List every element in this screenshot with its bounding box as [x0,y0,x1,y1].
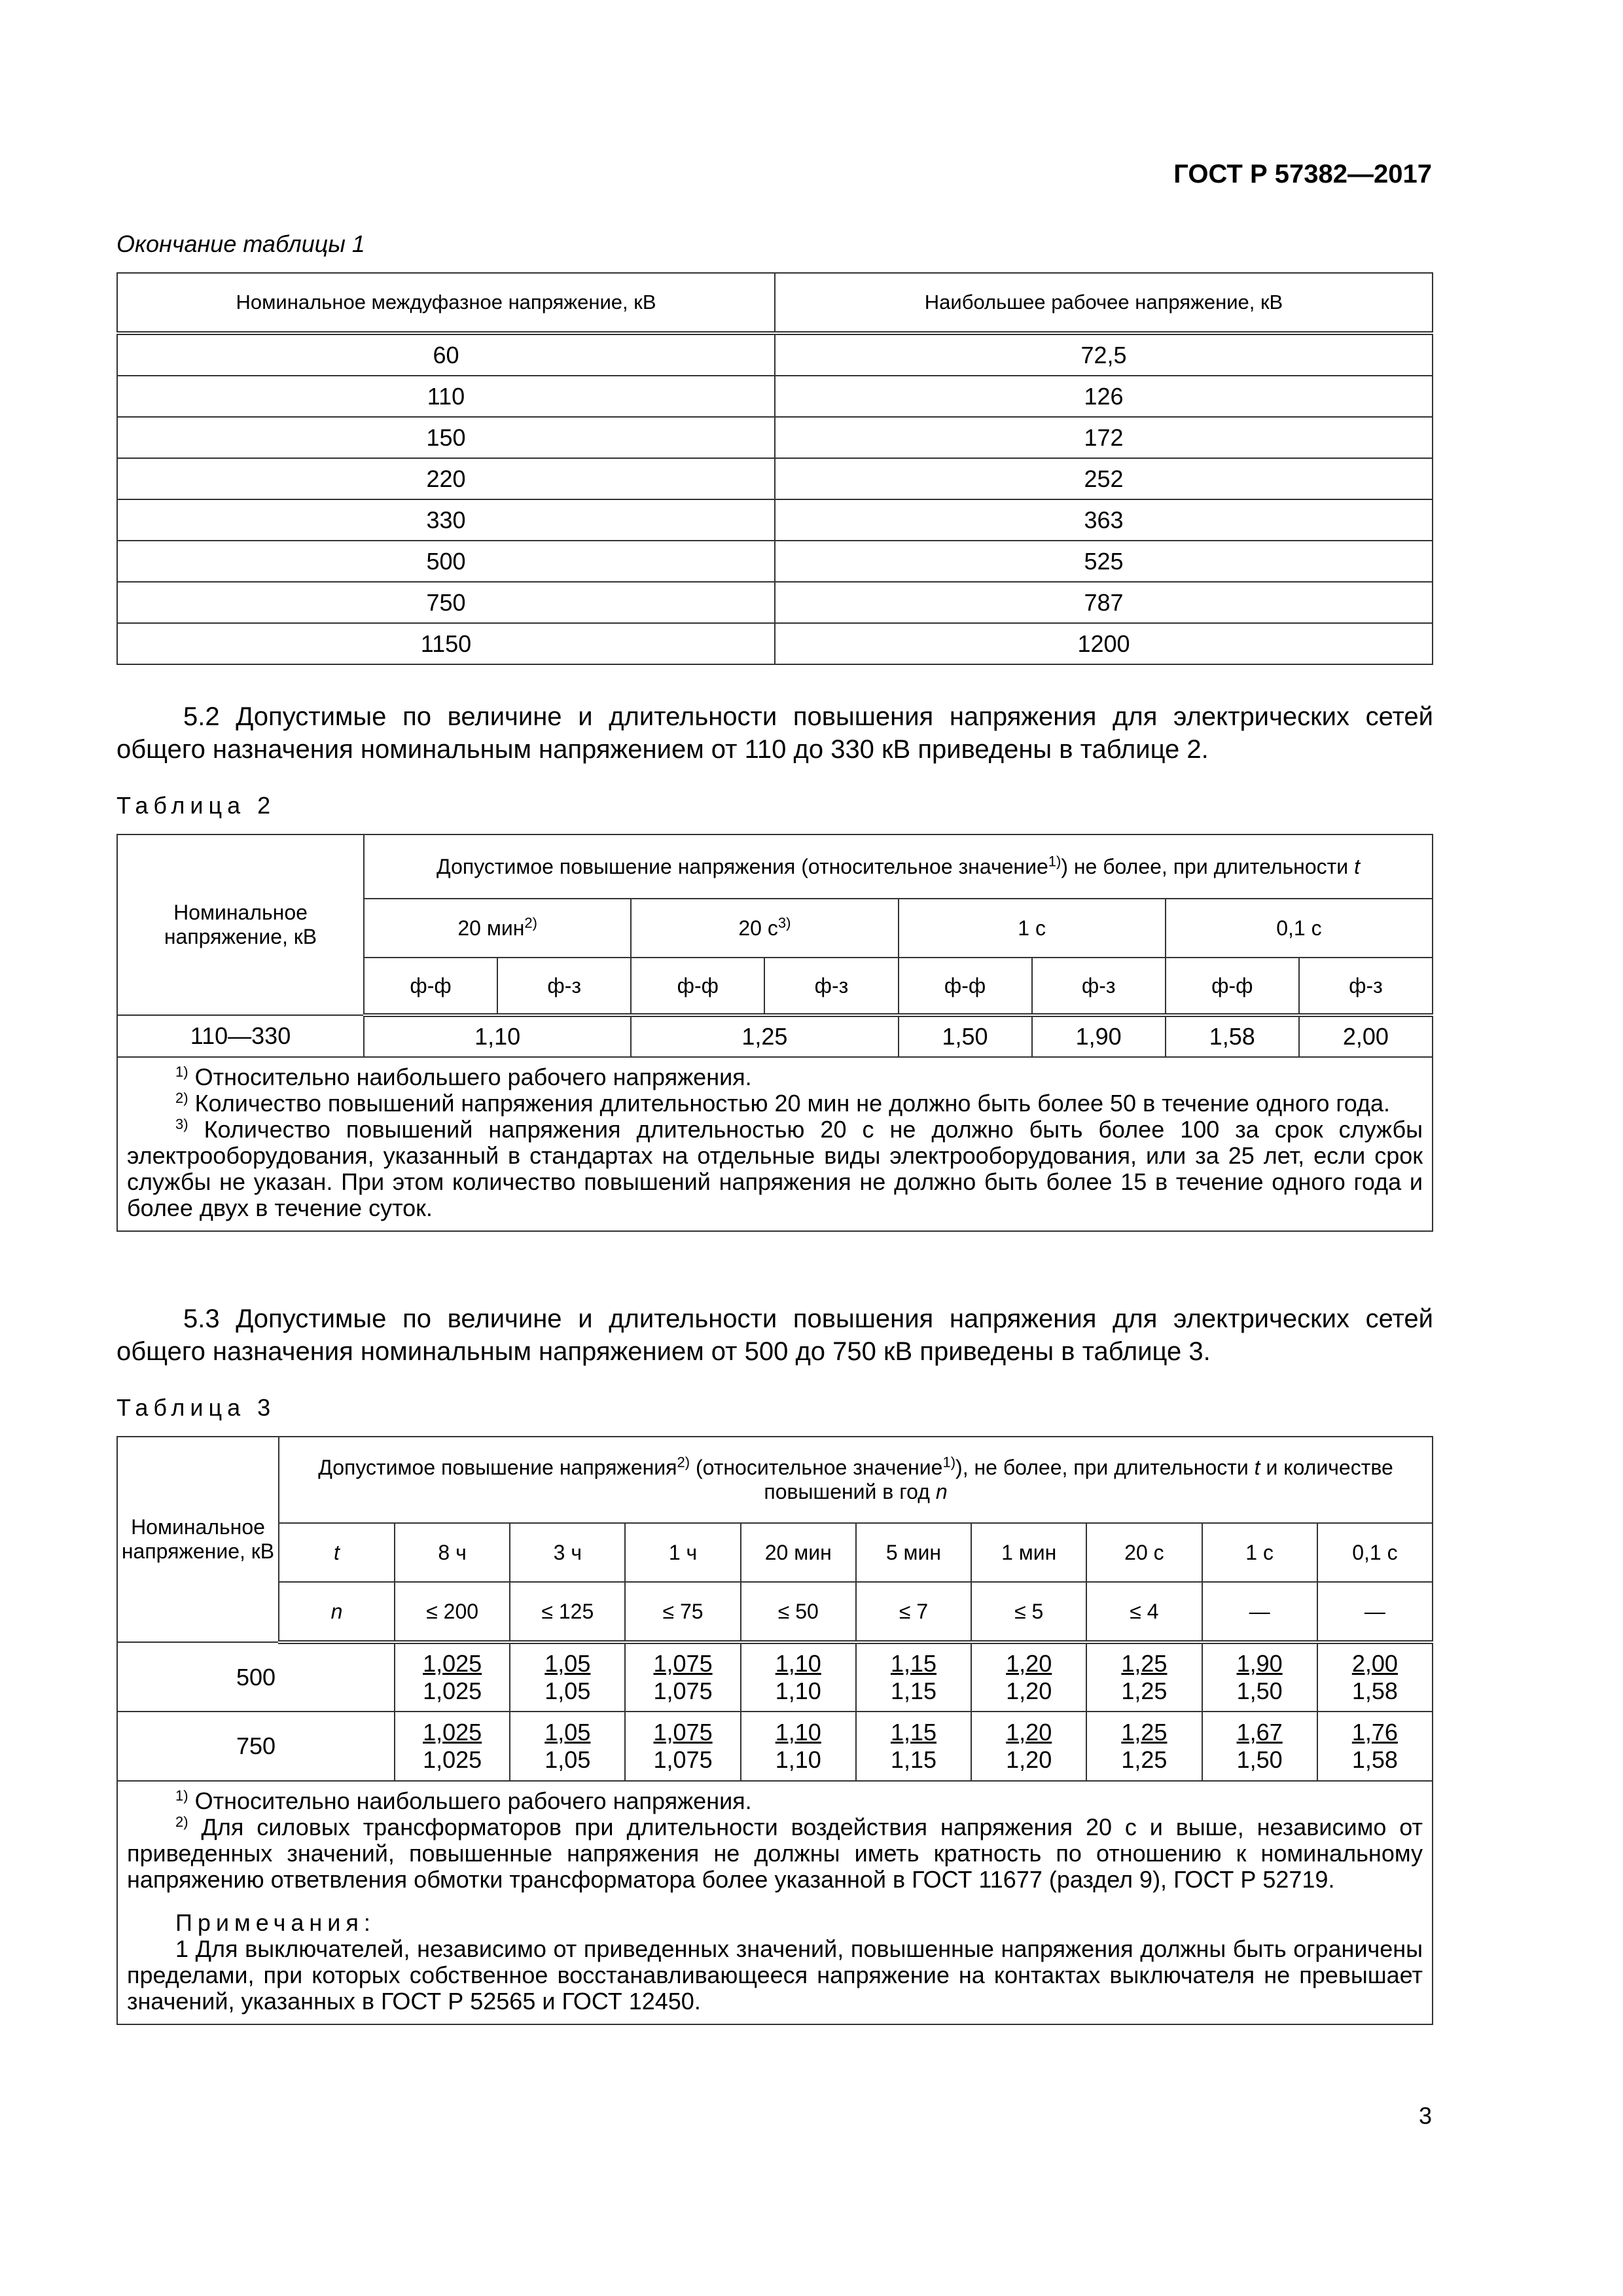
table3-fraction-cell: $\frac{1,10}{1,10}$ [741,1712,856,1781]
phase-ff-label: ф-ф [631,958,764,1015]
table3-fraction-cell: $\frac{1,075}{1,075}$ [625,1642,740,1712]
table3-count: ≤ 50 [741,1582,856,1642]
table2-header-nominal: Номинальное напряжение, кВ [117,834,364,1015]
table3-count: ≤ 125 [510,1582,625,1642]
table1-cell: 750 [117,582,775,623]
table3-duration: 20 мин [741,1523,856,1582]
table3-count: ≤ 75 [625,1582,740,1642]
table1-cell: 126 [775,376,1433,417]
table3-duration: 0,1 с [1317,1523,1433,1582]
table2-header-20s: 20 $с^{3)}$ [631,899,898,958]
footnote: $^{2)}$ Количество повышений напряжения длительностью 20 мин не должно быть более 50 в течение одного года. [175,1090,1390,1117]
table-row [117,623,1433,664]
table3-count: — [1317,1582,1433,1642]
table3-fraction-cell: $\frac{1,90}{1,50}$ [1202,1642,1317,1712]
table2-nominal-value: 110—330 [117,1015,364,1057]
table1-cell: 150 [117,417,775,458]
table-row [117,458,1433,499]
table1 [116,272,1433,665]
table3-duration: 3 ч [510,1523,625,1582]
table1-header-max: Наибольшее рабочее напряжение, кВ [775,273,1433,333]
table-row [117,417,1433,458]
table-row [117,582,1433,623]
table3-count: ≤ 5 [971,1582,1086,1642]
table1-caption: Окончание таблицы 1 [116,230,365,257]
table3-footnotes [117,1781,1433,2024]
table3-fraction-cell: $\frac{1,76}{1,58}$ [1317,1712,1433,1781]
table2-caption: Таблица 2 [116,792,276,819]
footnote: $^{2)}$ Для силовых трансформаторов при длительности воздействия напряжения 20 с и выше, независимо от приведенных значений, повышенные напряжения не должны иметь кратность по отношению к номинальному напряжению ответвления обмотки трансформатора более указанной в ГОСТ 11677 (раздел 9), ГОСТ Р 52719. [127,1814,1423,1893]
table3-header-nominal: Номинальное напряжение, кВ [117,1437,279,1642]
paragraph-5-2: 5.2 Допустимые по величине и длительности повышения напряжения для электрических сетей общего назначения номинальным напряжением от 110 до 330 кВ приведены в таблице 2. [116,702,1433,764]
table1-cell: 500 [117,541,775,582]
table3-nominal-value: 750 [117,1712,395,1781]
table3-duration: 1 ч [625,1523,740,1582]
table3-duration: 8 ч [395,1523,510,1582]
footnote: $^{3)}$ Количество повышений напряжения длительностью 20 с не должно быть более 100 за срок службы электрооборудования, указанный в стандартах на отдельные виды электрооборудования, или за 25 лет, если срок службы не указан. При этом количество повышений напряжения не должно быть более 15 в течение одного года и более двух в течение суток. [127,1116,1423,1221]
table3-header-main: Допустимое повышение напряжения$^{2)}$ (относительное значение$^{1)}$), не более, при длительности t и количестве повышений в год n [279,1437,1433,1523]
table2-value-1s-fz: 1,90 [1032,1015,1166,1057]
table3-fraction-cell: $\frac{1,075}{1,075}$ [625,1712,740,1781]
table3-fraction-cell: $\frac{1,15}{1,15}$ [856,1642,971,1712]
table3-count: ≤ 4 [1086,1582,1202,1642]
table-row [117,499,1433,541]
table2-value-01s-ff: 1,58 [1166,1015,1299,1057]
table-row [117,333,1433,376]
table-row [117,1642,1433,1712]
table2-value-20s: 1,25 [631,1015,898,1057]
table3-fraction-cell: $\frac{1,025}{1,025}$ [395,1712,510,1781]
table1-cell: 787 [775,582,1433,623]
table3-fraction-cell: $\frac{1,15}{1,15}$ [856,1712,971,1781]
phase-fz-label: ф-з [497,958,631,1015]
phase-fz-label: ф-з [1299,958,1433,1015]
table3-count: — [1202,1582,1317,1642]
table1-cell: 172 [775,417,1433,458]
table1-cell: 72,5 [775,333,1433,376]
table3-count: ≤ 200 [395,1582,510,1642]
phase-fz-label: ф-з [764,958,898,1015]
phase-ff-label: ф-ф [364,958,497,1015]
phase-ff-label: ф-ф [899,958,1032,1015]
table3-fraction-cell: $\frac{1,20}{1,20}$ [971,1642,1086,1712]
table3-fraction-cell: $\frac{1,20}{1,20}$ [971,1712,1086,1781]
table3-fraction-cell: $\frac{1,25}{1,25}$ [1086,1642,1202,1712]
footnote: $^{1)}$ Относительно наибольшего рабочего напряжения. [175,1787,752,1814]
table2-value-1s-ff: 1,50 [899,1015,1032,1057]
table3-n-label: n [279,1582,395,1642]
table2-header-01s: 0,1 с [1166,899,1433,958]
table1-cell: 363 [775,499,1433,541]
table2-value-01s-fz: 2,00 [1299,1015,1433,1057]
table3-fraction-cell: $\frac{1,10}{1,10}$ [741,1642,856,1712]
table-row [117,376,1433,417]
table2-header-main: Допустимое повышение напряжения (относительное значение$^{1)}$) не более, при длительности t [364,834,1433,899]
table3-t-label: t [279,1523,395,1582]
table1-cell: 60 [117,333,775,376]
table3-fraction-cell: $\frac{1,025}{1,025}$ [395,1642,510,1712]
paragraph-5-3: 5.3 Допустимые по величине и длительности повышения напряжения для электрических сетей общего назначения номинальным напряжением от 500 до 750 кВ приведены в таблице 3. [116,1304,1433,1366]
table3-count: ≤ 7 [856,1582,971,1642]
table1-cell: 330 [117,499,775,541]
table2 [116,834,1433,1232]
table1-cell: 220 [117,458,775,499]
table-row [117,541,1433,582]
table-row [117,1712,1433,1781]
table3 [116,1436,1433,2025]
table2-header-1s: 1 с [899,899,1166,958]
table3-fraction-cell: $\frac{1,05}{1,05}$ [510,1642,625,1712]
notes-title: Примечания: [175,1909,376,1936]
table2-value-20min: 1,10 [364,1015,631,1057]
table3-duration: 1 с [1202,1523,1317,1582]
table3-caption: Таблица 3 [116,1394,276,1421]
footnote: $^{1)}$ Относительно наибольшего рабочего напряжения. [175,1064,752,1090]
page-number: 3 [1418,2102,1432,2129]
table3-fraction-cell: $\frac{1,05}{1,05}$ [510,1712,625,1781]
table1-cell: 1200 [775,623,1433,664]
phase-fz-label: ф-з [1032,958,1166,1015]
table-row [117,1015,1433,1057]
table3-duration: 5 мин [856,1523,971,1582]
table1-cell: 252 [775,458,1433,499]
table3-duration: 20 с [1086,1523,1202,1582]
table1-cell: 110 [117,376,775,417]
table2-footnotes [117,1057,1433,1231]
table3-fraction-cell: $\frac{1,25}{1,25}$ [1086,1712,1202,1781]
table1-header-nominal: Номинальное междуфазное напряжение, кВ [117,273,775,333]
table1-cell: 525 [775,541,1433,582]
table3-fraction-cell: $\frac{2,00}{1,58}$ [1317,1642,1433,1712]
document-code: ГОСТ Р 57382—2017 [1173,160,1432,188]
table3-fraction-cell: $\frac{1,67}{1,50}$ [1202,1712,1317,1781]
table3-duration: 1 мин [971,1523,1086,1582]
table3-nominal-value: 500 [117,1642,395,1712]
table2-header-20min: 20 мин$^{2)}$ [364,899,631,958]
table1-cell: 1150 [117,623,775,664]
phase-ff-label: ф-ф [1166,958,1299,1015]
note: 1 Для выключателей, независимо от приведенных значений, повышенные напряжения должны быть ограничены пределами, при которых собственное восстанавливающееся напряжение на контактах выключателя не превышает значений, указанных в ГОСТ Р 52565 и ГОСТ 12450. [127,1935,1423,2015]
